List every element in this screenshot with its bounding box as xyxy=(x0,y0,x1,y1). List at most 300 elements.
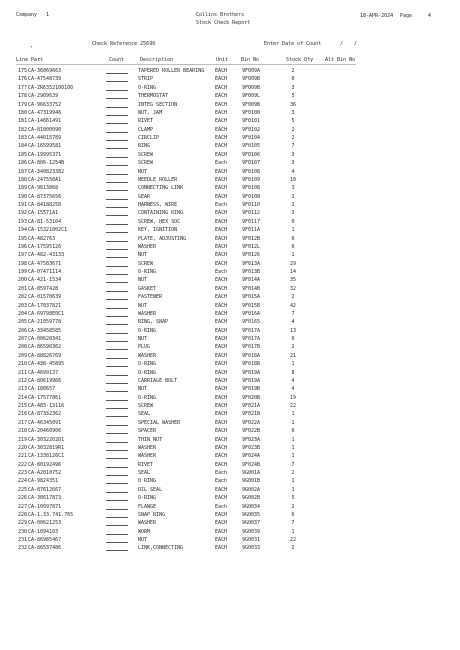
line-number: 212 xyxy=(18,377,28,384)
bin-number: 9F022B xyxy=(242,428,261,435)
part-number: CA-87375656 xyxy=(28,193,62,200)
table-row xyxy=(0,537,460,545)
count-entry-field[interactable] xyxy=(106,324,128,325)
stock-qty: 1 xyxy=(291,444,295,451)
stock-qty: 13 xyxy=(289,327,297,334)
part-number: CA-9813868 xyxy=(28,185,59,192)
count-entry-field[interactable] xyxy=(106,475,128,476)
count-entry-field[interactable] xyxy=(106,542,128,543)
bin-number: 9F0108 xyxy=(242,185,261,192)
count-entry-field[interactable] xyxy=(106,500,128,501)
table-row xyxy=(0,403,460,411)
stock-qty: 32 xyxy=(289,285,297,292)
description: SCREW, HEX SOC xyxy=(138,218,181,225)
stock-qty: 10 xyxy=(289,176,297,183)
count-entry-field[interactable] xyxy=(106,425,128,426)
count-entry-field[interactable] xyxy=(106,224,128,225)
company-name: Collins Brothers xyxy=(196,12,245,18)
count-entry-field[interactable] xyxy=(106,400,128,401)
report-date: 18-APR-2024 xyxy=(360,13,394,19)
part-number: CA-15571A1 xyxy=(28,210,59,217)
table-row xyxy=(0,445,460,453)
part-number: CA-81-53104 xyxy=(28,218,62,225)
table-row xyxy=(0,244,460,252)
table-row xyxy=(0,529,460,537)
line-number: 227 xyxy=(18,503,28,510)
description: PLUG xyxy=(138,344,151,351)
unit: EACH xyxy=(215,151,228,158)
description: WASHER xyxy=(138,243,157,250)
description: SCREW xyxy=(138,151,154,158)
stock-qty: 1 xyxy=(291,478,295,485)
table-row xyxy=(0,227,460,235)
count-entry-field[interactable] xyxy=(106,274,128,275)
line-number: 206 xyxy=(18,327,28,334)
bin-number: 9G001A xyxy=(242,470,261,476)
count-entry-field[interactable] xyxy=(106,257,128,258)
stock-qty: 5 xyxy=(291,93,295,100)
count-entry-field[interactable] xyxy=(106,341,128,342)
count-entry-field[interactable] xyxy=(106,291,128,292)
unit: EACH xyxy=(215,336,228,342)
line-number: 231 xyxy=(18,537,28,543)
unit: EACH xyxy=(215,176,228,183)
part-number: CA-86985467 xyxy=(28,537,62,543)
count-entry-field[interactable] xyxy=(106,550,128,551)
part-number: CA-47319946 xyxy=(28,109,62,116)
description: SCREW xyxy=(138,403,154,409)
count-entry-field[interactable] xyxy=(106,333,128,334)
bin-number: 9F009L xyxy=(242,93,261,100)
count-entry-field[interactable] xyxy=(106,73,128,74)
unit: Each xyxy=(215,202,228,208)
column-header-stock-qty: Stock Qty xyxy=(286,57,314,63)
count-entry-field[interactable] xyxy=(106,81,128,82)
stock-qty: 1 xyxy=(291,419,295,426)
part-number: CA-86590362 xyxy=(28,344,62,351)
line-number: 230 xyxy=(18,528,28,535)
unit: EACH xyxy=(215,143,228,150)
part-number: CA-806-1254B xyxy=(28,160,65,167)
bin-number: 9F0108 xyxy=(242,193,261,200)
bin-number: 9F0105 xyxy=(242,143,261,150)
description: O-RING xyxy=(138,84,157,91)
stock-qty: 6 xyxy=(291,511,295,518)
count-entry-field[interactable] xyxy=(106,199,128,200)
line-number: 219 xyxy=(18,436,28,443)
description: WASHER xyxy=(138,520,157,527)
description: RING, SNAP xyxy=(138,319,169,326)
line-number: 210 xyxy=(18,361,28,368)
description: PLATE, ADJUSTING xyxy=(138,235,187,242)
count-entry-field[interactable] xyxy=(106,241,128,242)
line-number: 213 xyxy=(18,386,28,393)
bin-number: 9F018B xyxy=(242,361,261,368)
description: GEAR xyxy=(138,193,151,200)
bin-number: 9F024B xyxy=(242,461,261,468)
table-row xyxy=(0,169,460,177)
line-number: 201 xyxy=(18,285,28,292)
bin-number: 9F013A xyxy=(242,260,261,267)
count-entry-field[interactable] xyxy=(106,450,128,451)
count-entry-field[interactable] xyxy=(106,383,128,384)
part-number: CA-96633752 xyxy=(28,101,62,108)
stock-qty: 29 xyxy=(289,260,297,267)
unit: EACH xyxy=(215,84,228,91)
line-number: 221 xyxy=(18,453,28,460)
description: SPACER xyxy=(138,428,157,435)
line-number: 202 xyxy=(18,294,28,301)
bin-number: 9F016A xyxy=(242,310,261,317)
part-number: CA-421-1534 xyxy=(28,277,62,284)
stock-qty: 4 xyxy=(291,386,295,393)
line-number: 185 xyxy=(18,151,28,158)
table-row xyxy=(0,76,460,84)
description: CONTAINING RING xyxy=(138,210,184,217)
count-entry-field[interactable] xyxy=(106,408,128,409)
count-entry-field[interactable] xyxy=(106,492,128,493)
stock-qty: 6 xyxy=(291,243,295,250)
unit: EACH xyxy=(215,294,228,301)
unit: EACH xyxy=(215,210,228,217)
description: NUT xyxy=(138,302,148,309)
line-number: 188 xyxy=(18,176,28,183)
bin-number: 9F0100 xyxy=(242,109,261,116)
count-entry-field[interactable] xyxy=(106,215,128,216)
unit: EACH xyxy=(215,243,228,250)
count-entry-field[interactable] xyxy=(106,375,128,376)
stock-qty: 2 xyxy=(291,126,295,133)
table-row xyxy=(0,437,460,445)
count-entry-field[interactable] xyxy=(106,509,128,510)
part-number: CA-482763 xyxy=(28,235,56,242)
table-row xyxy=(0,328,460,336)
column-header-description: Description xyxy=(140,57,174,63)
description: NUT xyxy=(138,386,148,393)
description: NUT xyxy=(138,537,148,543)
stock-qty: 8 xyxy=(291,369,295,376)
part-number: CA-1094103 xyxy=(28,528,59,535)
bin-number: 9F012L xyxy=(242,243,261,250)
count-entry-field[interactable] xyxy=(106,525,128,526)
part-number: CA-17595126 xyxy=(28,243,62,250)
bin-number: 9F015A xyxy=(242,294,261,301)
description: SCREW xyxy=(138,260,154,267)
count-entry-field[interactable] xyxy=(106,90,128,91)
bin-number: 9F009A xyxy=(242,68,261,74)
part-number: CA-33458585 xyxy=(28,327,62,334)
bin-number: 9F015B xyxy=(242,302,261,309)
part-number: CA-14661491 xyxy=(28,118,62,125)
count-entry-field[interactable] xyxy=(106,442,128,443)
line-number: 203 xyxy=(18,302,28,309)
stock-qty: 7 xyxy=(291,310,295,317)
unit: EACH xyxy=(215,118,228,125)
stock-qty: 1 xyxy=(291,252,295,259)
count-entry-field[interactable] xyxy=(106,458,128,459)
unit: Each xyxy=(215,470,228,476)
line-number: 232 xyxy=(18,545,28,552)
count-entry-field[interactable] xyxy=(106,182,128,183)
table-row xyxy=(0,428,460,436)
table-row xyxy=(0,319,460,327)
line-number: 192 xyxy=(18,210,28,217)
line-number: 177 xyxy=(18,84,28,91)
count-entry-field[interactable] xyxy=(106,349,128,350)
bin-number: 9G0035 xyxy=(242,511,261,518)
table-row xyxy=(0,286,460,294)
bin-number: 9F009B xyxy=(242,84,261,91)
count-entry-field[interactable] xyxy=(106,517,128,518)
description: WASHER xyxy=(138,310,157,317)
table-row xyxy=(0,311,460,319)
count-entry-field[interactable] xyxy=(106,148,128,149)
description: SEAL xyxy=(138,411,151,418)
stock-qty: 2 xyxy=(291,545,295,552)
table-row xyxy=(0,194,460,202)
bin-number: 9G0037 xyxy=(242,520,261,527)
count-entry-field[interactable] xyxy=(106,416,128,417)
bin-number: 9F024A xyxy=(242,453,261,460)
stock-qty: 22 xyxy=(289,537,297,543)
count-entry-field[interactable] xyxy=(106,98,128,99)
table-row xyxy=(0,261,460,269)
line-number: 184 xyxy=(18,143,28,150)
stock-qty: 2 xyxy=(291,294,295,301)
unit: EACH xyxy=(215,319,228,326)
line-number: 179 xyxy=(18,101,28,108)
bin-number: 9F0104 xyxy=(242,135,261,141)
count-entry-field[interactable] xyxy=(106,165,128,166)
table-row xyxy=(0,512,460,520)
stock-qty: 1 xyxy=(291,453,295,460)
part-number: CA-46345091 xyxy=(28,419,62,426)
date-slash-1: / xyxy=(340,41,344,47)
table-row xyxy=(0,470,460,478)
unit: EACH xyxy=(215,486,228,493)
line-number: 197 xyxy=(18,252,28,259)
bin-number: 9F0126 xyxy=(242,252,261,259)
count-entry-field[interactable] xyxy=(106,266,128,267)
table-row xyxy=(0,386,460,394)
part-number: CA-1.33.741.765 xyxy=(28,511,74,518)
bin-number: 9F0117 xyxy=(242,218,261,225)
unit: EACH xyxy=(215,545,228,552)
bin-number: 9F0107 xyxy=(242,160,261,167)
part-number: CA-19995371 xyxy=(28,151,62,158)
count-entry-field[interactable] xyxy=(106,316,128,317)
stock-qty: 1 xyxy=(291,528,295,535)
unit: EACH xyxy=(215,168,228,175)
line-number: 204 xyxy=(18,310,28,317)
bin-number: 9F021A xyxy=(242,403,261,409)
count-entry-field[interactable] xyxy=(106,282,128,283)
count-entry-field[interactable] xyxy=(106,107,128,108)
bin-number: 9F017B xyxy=(242,344,261,351)
part-number: CA-1338126C1 xyxy=(28,453,65,460)
stock-qty: 1 xyxy=(291,202,295,208)
count-entry-field[interactable] xyxy=(106,308,128,309)
count-entry-field[interactable] xyxy=(106,157,128,158)
part-number: CA-69798E0C1 xyxy=(28,310,65,317)
description: HARNESS, WIRE xyxy=(138,202,178,208)
part-number: CA-00621253 xyxy=(28,520,62,527)
count-entry-field[interactable] xyxy=(106,391,128,392)
bin-number: 9F019A xyxy=(242,377,261,384)
count-entry-field[interactable] xyxy=(106,467,128,468)
stock-qty: 1 xyxy=(291,361,295,368)
table-row xyxy=(0,520,460,528)
count-entry-field[interactable] xyxy=(106,534,128,535)
bin-number: 9F023B xyxy=(242,444,261,451)
part-number: CA-ZR6352100100 xyxy=(28,84,74,91)
part-number: CA-180657 xyxy=(28,386,56,393)
description: INTEG SECTION xyxy=(138,101,178,108)
description: RIVET xyxy=(138,118,154,125)
stock-qty: 7 xyxy=(291,520,295,527)
table-row xyxy=(0,219,460,227)
count-entry-field[interactable] xyxy=(106,358,128,359)
bin-number: 9F021B xyxy=(242,411,261,418)
unit: EACH xyxy=(215,361,228,368)
table-row xyxy=(0,478,460,486)
part-number: CA-81000090 xyxy=(28,126,62,133)
part-number: CA-36069663 xyxy=(28,68,62,74)
description: SNAP RING xyxy=(138,511,166,518)
description: O RING xyxy=(138,478,157,485)
description: CIRCLIP xyxy=(138,135,160,141)
description: O-RING xyxy=(138,369,157,376)
stock-table xyxy=(0,68,460,554)
unit: EACH xyxy=(215,76,228,83)
line-number: 216 xyxy=(18,411,28,418)
bin-number: 9F014A xyxy=(242,277,261,284)
bin-number: 9F0109 xyxy=(242,176,261,183)
description: O-RING xyxy=(138,327,157,334)
part-number: CA-21059778 xyxy=(28,319,62,326)
description: O-RING xyxy=(138,394,157,401)
count-entry-field[interactable] xyxy=(106,483,128,484)
count-entry-field[interactable] xyxy=(106,249,128,250)
unit: EACH xyxy=(215,260,228,267)
count-entry-field[interactable] xyxy=(106,190,128,191)
unit: EACH xyxy=(215,101,228,108)
part-number: CA-44015789 xyxy=(28,135,62,141)
bin-number: 9G001B xyxy=(242,478,261,485)
stock-qty: 0 xyxy=(291,76,295,83)
part-number: CA-86537486 xyxy=(28,545,62,552)
table-row xyxy=(0,110,460,118)
unit: EACH xyxy=(215,68,228,74)
line-number: 208 xyxy=(18,344,28,351)
line-number: 190 xyxy=(18,193,28,200)
table-row xyxy=(0,277,460,285)
line-number: 195 xyxy=(18,235,28,242)
count-entry-field[interactable] xyxy=(106,433,128,434)
part-number: CA-A2010752 xyxy=(28,470,62,476)
line-number: 207 xyxy=(18,336,28,342)
bin-number: 9F009B xyxy=(242,101,261,108)
description: O-RING xyxy=(138,495,157,502)
description: SPECIAL WASHER xyxy=(138,419,181,426)
bin-number: 9G002B xyxy=(242,495,261,502)
part-number: CA-247550A1 xyxy=(28,176,62,183)
table-row xyxy=(0,378,460,386)
stock-qty: 1 xyxy=(291,436,295,443)
line-number: 194 xyxy=(18,227,28,234)
bin-number: 9F0112 xyxy=(242,210,261,217)
part-number: CA-00620341 xyxy=(28,336,62,342)
part-number: CA-07471114 xyxy=(28,269,62,275)
column-header-bin-no: Bin No xyxy=(241,57,260,63)
table-row xyxy=(0,303,460,311)
line-number: 229 xyxy=(18,520,28,527)
line-number: 189 xyxy=(18,185,28,192)
count-entry-field[interactable] xyxy=(106,132,128,133)
unit: EACH xyxy=(215,344,228,351)
part-number: CA-01570639 xyxy=(28,294,62,301)
unit: EACH xyxy=(215,227,228,234)
line-number: 180 xyxy=(18,109,28,116)
unit: EACH xyxy=(215,193,228,200)
count-entry-field[interactable] xyxy=(106,174,128,175)
column-header-unit: Unit xyxy=(216,57,229,63)
stock-qty: 35 xyxy=(289,277,297,284)
count-entry-field[interactable] xyxy=(106,207,128,208)
description: SCREW xyxy=(138,160,154,167)
count-entry-field[interactable] xyxy=(106,115,128,116)
stock-qty: 22 xyxy=(289,403,297,409)
part-number: CA-8597428 xyxy=(28,285,59,292)
line-number: 228 xyxy=(18,511,28,518)
stock-qty: 7 xyxy=(291,143,295,150)
unit: EACH xyxy=(215,520,228,527)
part-number: CA-20460906 xyxy=(28,428,62,435)
unit: EACH xyxy=(215,436,228,443)
stock-qty: 3 xyxy=(291,160,295,167)
unit: EACH xyxy=(215,218,228,225)
stock-qty: 2 xyxy=(291,470,295,476)
description: CARRIAGE BOLT xyxy=(138,377,178,384)
part-number: CA-17577861 xyxy=(28,394,62,401)
part-number: CA-438-45895 xyxy=(28,361,65,368)
count-entry-field[interactable] xyxy=(106,140,128,141)
count-entry-field[interactable] xyxy=(106,232,128,233)
stray-mark: , xyxy=(30,43,34,49)
line-number: 187 xyxy=(18,168,28,175)
stock-qty: 6 xyxy=(291,235,295,242)
part-number: CA-47548739 xyxy=(28,76,62,83)
count-entry-field[interactable] xyxy=(106,123,128,124)
table-row xyxy=(0,420,460,428)
description: WASHER xyxy=(138,444,157,451)
bin-number: 9F0108 xyxy=(242,168,261,175)
bin-number: 9G0034 xyxy=(242,503,261,510)
table-row xyxy=(0,545,460,553)
line-number: 175 xyxy=(18,68,28,74)
count-entry-field[interactable] xyxy=(106,299,128,300)
stock-qty: 21 xyxy=(289,352,297,359)
bin-number: 9F0110 xyxy=(242,202,261,208)
count-entry-field[interactable] xyxy=(106,366,128,367)
description: RING xyxy=(138,143,151,150)
table-row xyxy=(0,85,460,93)
unit: EACH xyxy=(215,352,228,359)
description: CONNECTING LINK xyxy=(138,185,184,192)
line-number: 214 xyxy=(18,394,28,401)
bin-number: 9G0031 xyxy=(242,537,261,543)
report-title: Stock Check Report xyxy=(196,20,251,26)
